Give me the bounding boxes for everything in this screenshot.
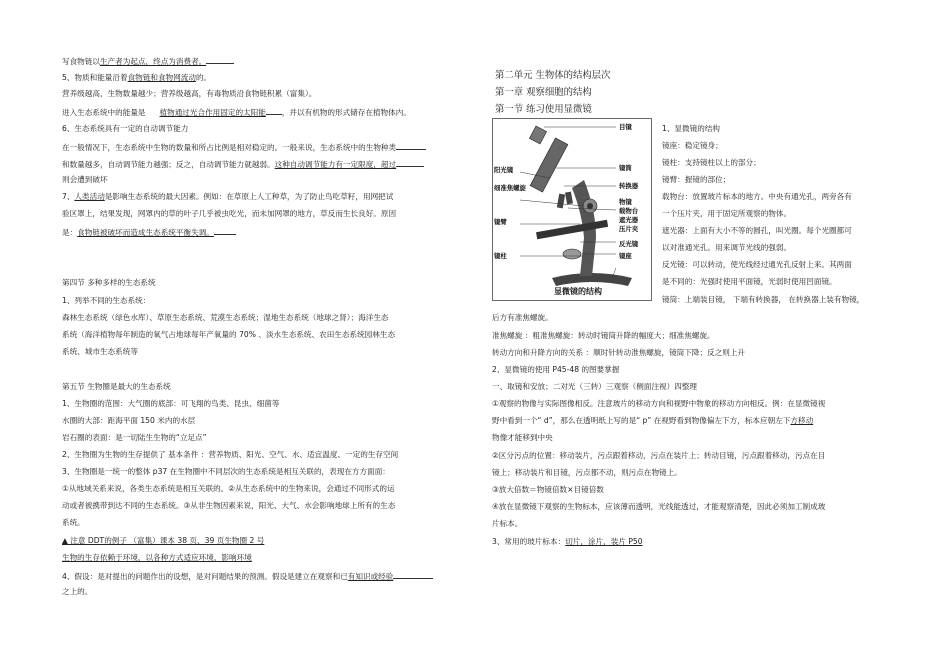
figure-label: 镜筒 <box>619 164 632 172</box>
text-line: 验区罩上，结果发现，网罩内的草的叶子几乎被虫吃光，而未加网罩的地方，草反而生长良好。原因 <box>62 209 397 218</box>
text-line: 4、假设：是对提出的问题作出的设想，是对问题结果的预测。假设是建立在观察和已有知识或经验 <box>62 570 433 582</box>
text-line: ②区分污点的位置：移动装片，污点跟着移动，污点在装片上；转动目镜，污点跟着移动，污点在目 <box>492 451 826 460</box>
unit-heading: 第二单元 生物体的结构层次 <box>495 70 611 81</box>
figure-label: 转换器 <box>619 182 639 190</box>
text-line: 以对准通光孔。用来调节光线的强弱。 <box>662 243 792 252</box>
text-line: 森林生态系统（绿色水库）、草原生态系统、荒漠生态系统；湿地生态系统（地球之肾）；海洋生态 <box>62 313 389 322</box>
figure-label: 细准焦螺旋 <box>494 184 526 192</box>
figure-label: 遮光器 <box>619 216 639 224</box>
figure-label: 载物台 <box>619 207 639 215</box>
text-line: 镜筒：上端装目镜， 下端有转换器， 在转换器上装有物镜， <box>662 295 865 304</box>
text-line: ④放在显微镜下观察的生物标本，应该薄而透明，光线能透过，才能观察清楚，因此必须加工制成玻 <box>492 502 826 511</box>
text-line: 2、显微镜的使用 P45-48 的图要掌握 <box>492 365 620 374</box>
text-line: 1、显微镜的结构 <box>662 124 720 133</box>
text-line: 镜上；移动装片和目镜，污点都不动，则污点在物镜上。 <box>492 468 682 477</box>
text-line: 片标本。 <box>492 519 523 528</box>
figure-label: 目镜 <box>619 123 632 131</box>
text-line: 进入生态系统中的能量是 植物通过光合作用固定的太阳能 ，并以有机物的形式储存在植物体内。 <box>62 108 411 117</box>
text-line: 在一般情况下，生态系统中生物的数量和所占比例是相对稳定的。一般来说，生态系统中的生物种类 <box>62 141 426 153</box>
text-line: 遮光器：上面有大小不等的圆孔，叫光圈。每个光圈都可 <box>662 226 852 235</box>
section-heading: 第四节 多种多样的生态系统 <box>62 278 156 287</box>
section-heading: 第五节 生物圈是最大的生态系统 <box>62 382 171 391</box>
text-line: 7、人类活动是影响生态系统的最大因素。例如：在草原上人工种草，为了防止鸟吃草籽，用网把试 <box>62 192 394 201</box>
text-line: 1、列举不同的生态系统： <box>62 296 151 305</box>
text-line: 镜座：稳定镜身； <box>662 141 723 150</box>
text-line: ③放大倍数＝物镜倍数×目镜倍数 <box>492 485 604 494</box>
microscope-figure <box>492 118 652 301</box>
figure-label: 反光镜 <box>619 240 639 248</box>
section-heading: 第一节 练习使用显微镜 <box>495 104 592 115</box>
text-line: 生物的生存依赖于环境，以各种方式适应环境，影响环境 <box>62 553 252 562</box>
text-line: 之上的。 <box>62 587 93 596</box>
text-line: 5、物质和能量沿着食物链和食物网流动的。 <box>62 73 212 82</box>
text-line: 则会遭到破坏 <box>62 175 108 184</box>
text-line: 转动方向和升降方向的关系 ：顺时针转动准焦螺旋，镜筒下降；反之则上升 <box>492 348 746 357</box>
note-line: ▲ 注意 DDT的例子 （富集）课本 38 页、39 页生物圈 2 号 <box>62 536 265 545</box>
text-line: 镜臂：握镜的部位； <box>662 175 731 184</box>
text-line: 系统、城市生态系统等 <box>62 347 138 356</box>
text-line: 是不同的：光强时使用平面镜，光弱时使用凹面镜。 <box>662 277 837 286</box>
text-line: ①观察的物像与实际图像相反。注意玻片的移动方向和视野中物象的移动方向相反。例：在显微镜视 <box>492 399 826 408</box>
text-line: 1、生物圈的范围：大气圈的底部：可飞翔的鸟类、昆虫、细菌等 <box>62 399 280 408</box>
text-line: 反光镜：可以转动，使光线经过通光孔反射上来。其两面 <box>662 260 852 269</box>
chapter-heading: 第一章 观察细胞的结构 <box>495 87 592 98</box>
figure-label: 压片夹 <box>619 225 639 233</box>
text-line: 3、生物圈是一统一的整体 p37 在生物圈中不同层次的生态系统是相互关联的，表现在方方面面： <box>62 467 390 476</box>
text-line: 系统（海洋植物每年制造的氧气占地球每年产氧量的 70% 、淡水生态系统、农田生态系统园林生态 <box>62 330 396 339</box>
figure-label: 镜座 <box>619 252 632 260</box>
text-line: 准焦螺旋 ：粗准焦螺旋：转动时镜筒升降的幅度大；细准焦螺旋。 <box>492 331 715 340</box>
text-line: 和数量越多，自动调节能力越强；反之，自动调节能力就越弱。这种自动调节能力有一定限度，超过 <box>62 158 424 170</box>
text-line: ①从地域关系来说，各类生态系统是相互关联的。②从生态系统中的生物来说，会通过不同形式的运 <box>62 484 395 493</box>
text-line: 3、常用的玻片标本：切片，涂片，装片 P50 <box>492 537 643 546</box>
text-line: 镜柱：支持镜柱以上的部分； <box>662 158 761 167</box>
text-line: 物像才能移到中央 <box>492 433 553 442</box>
text-line: 营养级越高，生物数量越少；营养级越高，有毒物质沿食物链积累（富集）。 <box>62 89 317 98</box>
text-line: 后方有准焦螺旋。 <box>492 313 553 322</box>
text-line: 2、生物圈为生物的生存提供了 基本条件 ：营养物质、阳光、空气、水、适宜温度、一定的生存空间 <box>62 450 399 459</box>
text-line: 载物台：放置玻片标本的地方。中央有通光孔，两旁各有 <box>662 192 852 201</box>
figure-label: 镜臂 <box>494 218 507 226</box>
text-line: 系统。 <box>62 518 85 527</box>
text-line: 一、取镜和安放；二对光（三转）三观察（侧面注视）四整理 <box>492 382 698 391</box>
figure-label: 镜柱 <box>494 252 507 260</box>
text-line: 水圈的大部：距海平面 150 米内的水层 <box>62 416 196 425</box>
text-line: 岩石圈的表面：是一切陆生生物的“立足点” <box>62 433 207 442</box>
text-line: 是：食物链被破坏而造成生态系统平衡失调。 <box>62 226 236 238</box>
text-line: 野中看到一个“ d”，那么在透明纸上写的是“ p” 在视野看到物像偏左下方，标本应朝左下方移动 <box>492 416 814 425</box>
figure-label: 阳光镜 <box>494 166 514 174</box>
text-line: 动或者被携带到达不同的生态系统。③从非生物因素来说，阳光、大气、水会影响地球上所有的生态 <box>62 501 396 510</box>
text-line: 写食物链以生产者为起点，终点为消费者。 <box>62 55 234 67</box>
text-line: 6、生态系统具有一定的自动调节能力 <box>62 124 189 133</box>
text-line: 一个压片夹，用于固定所观察的物体。 <box>662 209 792 218</box>
figure-label: 物镜 <box>619 198 632 206</box>
figure-caption: 显微镜的结构 <box>554 287 602 296</box>
